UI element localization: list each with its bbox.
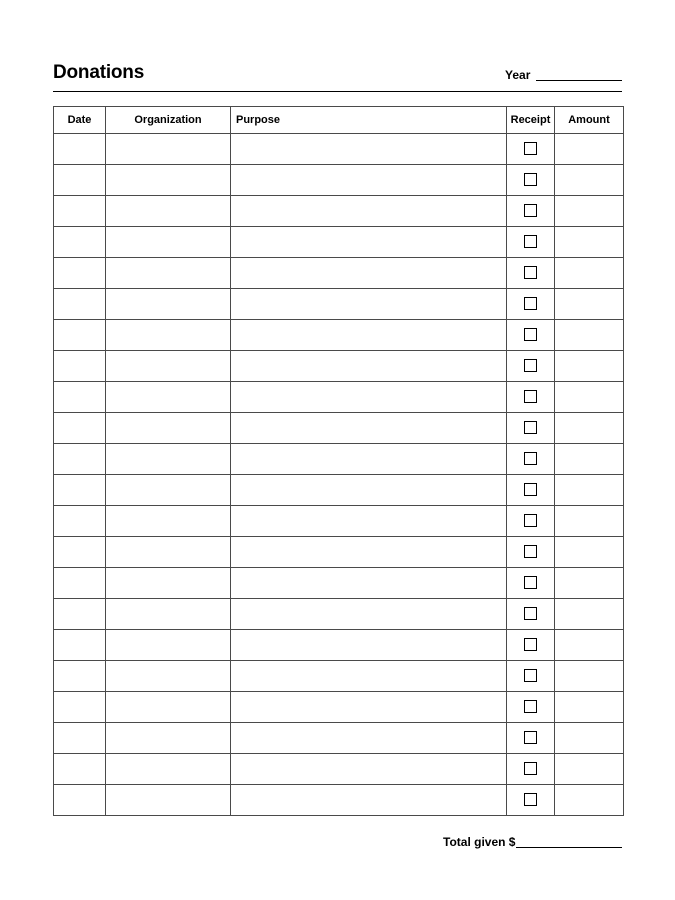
amount-cell[interactable] (555, 537, 624, 568)
organization-cell[interactable] (106, 568, 231, 599)
table-row (54, 568, 624, 599)
receipt-cell (507, 351, 555, 382)
receipt-cell (507, 506, 555, 537)
checkbox-icon[interactable] (524, 669, 537, 682)
receipt-cell (507, 413, 555, 444)
table-row (54, 692, 624, 723)
purpose-cell[interactable] (231, 475, 507, 506)
amount-cell[interactable] (555, 785, 624, 816)
purpose-cell[interactable] (231, 196, 507, 227)
purpose-cell[interactable] (231, 599, 507, 630)
checkbox-icon[interactable] (524, 421, 537, 434)
organization-cell[interactable] (106, 475, 231, 506)
amount-cell[interactable] (555, 196, 624, 227)
purpose-cell[interactable] (231, 351, 507, 382)
receipt-cell (507, 568, 555, 599)
receipt-cell (507, 134, 555, 165)
receipt-cell (507, 785, 555, 816)
checkbox-icon[interactable] (524, 576, 537, 589)
date-cell[interactable] (54, 382, 106, 413)
checkbox-icon[interactable] (524, 359, 537, 372)
table-row (54, 723, 624, 754)
receipt-cell (507, 382, 555, 413)
purpose-cell[interactable] (231, 506, 507, 537)
purpose-cell[interactable] (231, 134, 507, 165)
purpose-cell[interactable] (231, 165, 507, 196)
amount-cell[interactable] (555, 723, 624, 754)
amount-cell[interactable] (555, 599, 624, 630)
purpose-cell[interactable] (231, 320, 507, 351)
amount-cell[interactable] (555, 754, 624, 785)
date-cell[interactable] (54, 537, 106, 568)
table-row (54, 227, 624, 258)
receipt-cell (507, 537, 555, 568)
receipt-cell (507, 692, 555, 723)
purpose-cell[interactable] (231, 413, 507, 444)
date-cell[interactable] (54, 196, 106, 227)
receipt-cell (507, 723, 555, 754)
table-row (54, 599, 624, 630)
amount-cell[interactable] (555, 692, 624, 723)
date-cell[interactable] (54, 165, 106, 196)
organization-cell[interactable] (106, 413, 231, 444)
checkbox-icon[interactable] (524, 762, 537, 775)
organization-cell[interactable] (106, 754, 231, 785)
table-row (54, 196, 624, 227)
checkbox-icon[interactable] (524, 483, 537, 496)
amount-cell[interactable] (555, 227, 624, 258)
date-cell[interactable] (54, 568, 106, 599)
table-row (54, 475, 624, 506)
date-cell[interactable] (54, 661, 106, 692)
receipt-cell (507, 754, 555, 785)
donations-table (53, 106, 624, 816)
total-label: Total given $ (443, 835, 516, 849)
purpose-cell[interactable] (231, 754, 507, 785)
checkbox-icon[interactable] (524, 297, 537, 310)
organization-cell[interactable] (106, 723, 231, 754)
column-header-organization: Organization (106, 107, 231, 134)
table-row (54, 413, 624, 444)
header-divider (53, 91, 622, 92)
date-cell[interactable] (54, 227, 106, 258)
checkbox-icon[interactable] (524, 638, 537, 651)
receipt-cell (507, 165, 555, 196)
purpose-cell[interactable] (231, 630, 507, 661)
receipt-cell (507, 320, 555, 351)
organization-cell[interactable] (106, 196, 231, 227)
organization-cell[interactable] (106, 351, 231, 382)
table-row (54, 165, 624, 196)
checkbox-icon[interactable] (524, 142, 537, 155)
table-row (54, 754, 624, 785)
organization-cell[interactable] (106, 661, 231, 692)
amount-cell[interactable] (555, 258, 624, 289)
amount-cell[interactable] (555, 134, 624, 165)
receipt-cell (507, 630, 555, 661)
organization-cell[interactable] (106, 258, 231, 289)
date-cell[interactable] (54, 754, 106, 785)
table-body (54, 134, 624, 816)
year-field[interactable] (536, 80, 622, 81)
amount-cell[interactable] (555, 413, 624, 444)
table-row (54, 320, 624, 351)
table-row (54, 661, 624, 692)
purpose-cell[interactable] (231, 692, 507, 723)
checkbox-icon[interactable] (524, 731, 537, 744)
date-cell[interactable] (54, 475, 106, 506)
purpose-cell[interactable] (231, 723, 507, 754)
amount-cell[interactable] (555, 506, 624, 537)
purpose-cell[interactable] (231, 568, 507, 599)
receipt-cell (507, 661, 555, 692)
page-title: Donations (53, 62, 145, 83)
organization-cell[interactable] (106, 320, 231, 351)
amount-cell[interactable] (555, 289, 624, 320)
table-row (54, 630, 624, 661)
date-cell[interactable] (54, 258, 106, 289)
checkbox-icon[interactable] (524, 390, 537, 403)
date-cell[interactable] (54, 723, 106, 754)
checkbox-icon[interactable] (524, 173, 537, 186)
checkbox-icon[interactable] (524, 700, 537, 713)
amount-cell[interactable] (555, 320, 624, 351)
organization-cell[interactable] (106, 692, 231, 723)
receipt-cell (507, 258, 555, 289)
date-cell[interactable] (54, 289, 106, 320)
amount-cell[interactable] (555, 475, 624, 506)
purpose-cell[interactable] (231, 258, 507, 289)
date-cell[interactable] (54, 134, 106, 165)
column-header-purpose: Purpose (231, 107, 507, 134)
table-row (54, 289, 624, 320)
checkbox-icon[interactable] (524, 514, 537, 527)
purpose-cell[interactable] (231, 289, 507, 320)
amount-cell[interactable] (555, 165, 624, 196)
date-cell[interactable] (54, 506, 106, 537)
amount-cell[interactable] (555, 444, 624, 475)
date-cell[interactable] (54, 413, 106, 444)
receipt-cell (507, 475, 555, 506)
checkbox-icon[interactable] (524, 793, 537, 806)
purpose-cell[interactable] (231, 537, 507, 568)
checkbox-icon[interactable] (524, 607, 537, 620)
purpose-cell[interactable] (231, 444, 507, 475)
amount-cell[interactable] (555, 661, 624, 692)
organization-cell[interactable] (106, 630, 231, 661)
receipt-cell (507, 227, 555, 258)
table-row (54, 506, 624, 537)
organization-cell[interactable] (106, 165, 231, 196)
receipt-cell (507, 289, 555, 320)
date-cell[interactable] (54, 444, 106, 475)
column-header-receipt: Receipt (507, 107, 555, 134)
checkbox-icon[interactable] (524, 328, 537, 341)
date-cell[interactable] (54, 599, 106, 630)
date-cell[interactable] (54, 692, 106, 723)
receipt-cell (507, 196, 555, 227)
organization-cell[interactable] (106, 599, 231, 630)
year-label: Year (505, 68, 531, 82)
table-row (54, 258, 624, 289)
table-row (54, 785, 624, 816)
organization-cell[interactable] (106, 444, 231, 475)
amount-cell[interactable] (555, 351, 624, 382)
checkbox-icon[interactable] (524, 545, 537, 558)
receipt-cell (507, 444, 555, 475)
date-cell[interactable] (54, 630, 106, 661)
purpose-cell[interactable] (231, 661, 507, 692)
organization-cell[interactable] (106, 382, 231, 413)
organization-cell[interactable] (106, 289, 231, 320)
purpose-cell[interactable] (231, 785, 507, 816)
organization-cell[interactable] (106, 785, 231, 816)
checkbox-icon[interactable] (524, 452, 537, 465)
table-header-row (54, 107, 624, 134)
amount-cell[interactable] (555, 382, 624, 413)
table-row (54, 134, 624, 165)
table-row (54, 537, 624, 568)
table-row (54, 444, 624, 475)
receipt-cell (507, 599, 555, 630)
checkbox-icon[interactable] (524, 235, 537, 248)
organization-cell[interactable] (106, 537, 231, 568)
amount-cell[interactable] (555, 568, 624, 599)
table-row (54, 382, 624, 413)
purpose-cell[interactable] (231, 227, 507, 258)
checkbox-icon[interactable] (524, 204, 537, 217)
date-cell[interactable] (54, 351, 106, 382)
date-cell[interactable] (54, 320, 106, 351)
checkbox-icon[interactable] (524, 266, 537, 279)
column-header-amount: Amount (555, 107, 624, 134)
amount-cell[interactable] (555, 630, 624, 661)
column-header-date: Date (54, 107, 106, 134)
organization-cell[interactable] (106, 227, 231, 258)
table-row (54, 351, 624, 382)
organization-cell[interactable] (106, 506, 231, 537)
date-cell[interactable] (54, 785, 106, 816)
total-field[interactable] (516, 847, 622, 848)
organization-cell[interactable] (106, 134, 231, 165)
purpose-cell[interactable] (231, 382, 507, 413)
